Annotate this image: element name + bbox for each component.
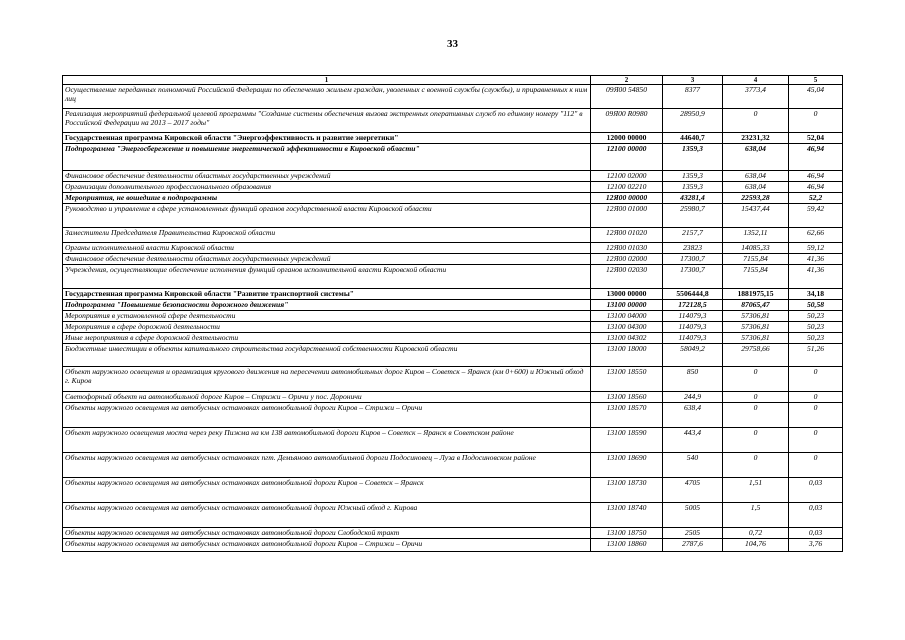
row-percent-cell: 0,03 [789, 528, 843, 539]
row-actual-cell: 29758,66 [723, 344, 789, 367]
table-row [63, 144, 843, 171]
row-actual-cell: 0,72 [723, 528, 789, 539]
page-number: 33 [447, 38, 458, 50]
row-actual-cell: 1881975,15 [723, 289, 789, 300]
row-percent-cell: 34,18 [789, 289, 843, 300]
table-row [63, 193, 843, 204]
row-percent-cell: 0,03 [789, 478, 843, 503]
row-actual-cell: 22593,28 [723, 193, 789, 204]
row-name-cell: Мероприятия, не вошедшие в подпрограммы [63, 193, 591, 204]
row-name-cell: Государственная программа Кировской области "Развитие транспортной системы" [63, 289, 591, 300]
row-percent-cell: 46,94 [789, 171, 843, 182]
row-plan-cell: 5506444,8 [663, 289, 723, 300]
row-name-cell: Заместители Председателя Правительства Кировской области [63, 228, 591, 243]
row-percent-cell: 62,66 [789, 228, 843, 243]
row-plan-cell: 28950,9 [663, 109, 723, 133]
row-code-cell: 13100 04300 [591, 322, 663, 333]
row-actual-cell: 87065,47 [723, 300, 789, 311]
row-code-cell: 12Я00 01000 [591, 204, 663, 228]
row-actual-cell: 7155,84 [723, 254, 789, 265]
row-code-cell: 12Я00 01030 [591, 243, 663, 254]
row-code-cell: 13100 18000 [591, 344, 663, 367]
row-plan-cell: 1359,3 [663, 182, 723, 193]
row-actual-cell: 0 [723, 109, 789, 133]
table-row [63, 453, 843, 478]
row-percent-cell: 46,94 [789, 144, 843, 171]
row-actual-cell: 15437,44 [723, 204, 789, 228]
row-plan-cell: 44640,7 [663, 133, 723, 144]
header-col-3: 3 [663, 76, 723, 85]
row-plan-cell: 2505 [663, 528, 723, 539]
table-row [63, 171, 843, 182]
row-code-cell: 13100 04302 [591, 333, 663, 344]
row-code-cell: 13100 00000 [591, 300, 663, 311]
row-plan-cell: 540 [663, 453, 723, 478]
row-name-cell: Объекты наружного освещения на автобусных остановках пгт. Демьяново автомобильной дороги Подосиновец – Луза в Подосиновском районе [63, 453, 591, 478]
row-name-cell: Объект наружного освещения моста через реку Пижма на км 138 автомобильной дороги Киров – Советск – Яранск в Советском районе [63, 428, 591, 453]
table-row [63, 133, 843, 144]
row-plan-cell: 2787,6 [663, 539, 723, 552]
row-code-cell: 12Я00 02030 [591, 265, 663, 289]
row-percent-cell: 46,94 [789, 182, 843, 193]
row-plan-cell: 638,4 [663, 403, 723, 428]
header-col-2: 2 [591, 76, 663, 85]
table-row [63, 243, 843, 254]
row-code-cell: 13000 00000 [591, 289, 663, 300]
row-name-cell: Органы исполнительной власти Кировской области [63, 243, 591, 254]
row-plan-cell: 244,9 [663, 392, 723, 403]
table-row [63, 109, 843, 133]
row-code-cell: 12100 02000 [591, 171, 663, 182]
row-percent-cell: 0 [789, 453, 843, 478]
row-plan-cell: 5005 [663, 503, 723, 528]
row-name-cell: Государственная программа Кировской области "Энергоэффективность и развитие энергетики" [63, 133, 591, 144]
budget-table [62, 75, 843, 552]
row-plan-cell: 58049,2 [663, 344, 723, 367]
row-plan-cell: 850 [663, 367, 723, 392]
row-actual-cell: 638,04 [723, 144, 789, 171]
table-row [63, 182, 843, 193]
row-actual-cell: 0 [723, 392, 789, 403]
row-code-cell: 13100 18570 [591, 403, 663, 428]
row-code-cell: 13100 18740 [591, 503, 663, 528]
row-actual-cell: 0 [723, 453, 789, 478]
row-percent-cell: 50,23 [789, 322, 843, 333]
row-actual-cell: 57306,81 [723, 311, 789, 322]
row-percent-cell: 41,36 [789, 254, 843, 265]
row-percent-cell: 51,26 [789, 344, 843, 367]
header-row [63, 76, 843, 85]
row-code-cell: 13100 18860 [591, 539, 663, 552]
row-actual-cell: 104,76 [723, 539, 789, 552]
row-percent-cell: 41,36 [789, 265, 843, 289]
row-name-cell: Реализация мероприятий федеральной целевой программы "Создание системы обеспечения вызова экстренных оперативных служб по единому номеру "112" в Российской Федерации на 2013 – 2017 годы" [63, 109, 591, 133]
row-percent-cell: 0 [789, 367, 843, 392]
row-percent-cell: 0 [789, 109, 843, 133]
row-percent-cell: 3,76 [789, 539, 843, 552]
row-code-cell: 12100 00000 [591, 144, 663, 171]
table-row [63, 300, 843, 311]
row-name-cell: Бюджетные инвестиции в объекты капитального строительства государственной собственности Кировской области [63, 344, 591, 367]
row-name-cell: Мероприятия в сфере дорожной деятельности [63, 322, 591, 333]
row-code-cell: 12Я00 00000 [591, 193, 663, 204]
row-plan-cell: 114079,3 [663, 322, 723, 333]
row-actual-cell: 638,04 [723, 171, 789, 182]
row-name-cell: Финансовое обеспечение деятельности областных государственных учреждений [63, 254, 591, 265]
row-plan-cell: 4705 [663, 478, 723, 503]
row-name-cell: Организации дополнительного профессионального образования [63, 182, 591, 193]
row-code-cell: 13100 18590 [591, 428, 663, 453]
row-actual-cell: 1,51 [723, 478, 789, 503]
row-plan-cell: 1359,3 [663, 171, 723, 182]
row-percent-cell: 45,04 [789, 85, 843, 109]
header-col-1: 1 [63, 76, 591, 85]
row-plan-cell: 17300,7 [663, 254, 723, 265]
row-actual-cell: 1352,11 [723, 228, 789, 243]
row-code-cell: 13100 18730 [591, 478, 663, 503]
row-code-cell: 13100 18550 [591, 367, 663, 392]
row-plan-cell: 17300,7 [663, 265, 723, 289]
table-row [63, 503, 843, 528]
table-row [63, 478, 843, 503]
row-name-cell: Учреждения, осуществляющие обеспечение исполнения функций органов исполнительной власти Кировской области [63, 265, 591, 289]
row-code-cell: 12Я00 01020 [591, 228, 663, 243]
table-row [63, 204, 843, 228]
row-actual-cell: 1,5 [723, 503, 789, 528]
row-percent-cell: 0 [789, 403, 843, 428]
row-plan-cell: 1359,3 [663, 144, 723, 171]
row-name-cell: Объекты наружного освещения на автобусных остановках автомобильной дороги Киров – Советск – Яранск [63, 478, 591, 503]
row-actual-cell: 638,04 [723, 182, 789, 193]
row-percent-cell: 52,2 [789, 193, 843, 204]
row-plan-cell: 114079,3 [663, 311, 723, 322]
row-plan-cell: 172128,5 [663, 300, 723, 311]
row-plan-cell: 443,4 [663, 428, 723, 453]
row-name-cell: Руководство и управление в сфере установленных функций органов государственной власти Кировской области [63, 204, 591, 228]
table-row [63, 228, 843, 243]
row-actual-cell: 7155,84 [723, 265, 789, 289]
table-row [63, 85, 843, 109]
row-actual-cell: 57306,81 [723, 322, 789, 333]
row-name-cell: Финансовое обеспечение деятельности областных государственных учреждений [63, 171, 591, 182]
row-code-cell: 12Я00 02000 [591, 254, 663, 265]
row-code-cell: 13100 18750 [591, 528, 663, 539]
table-row [63, 322, 843, 333]
row-percent-cell: 50,23 [789, 333, 843, 344]
row-name-cell: Мероприятия в установленной сфере деятельности [63, 311, 591, 322]
row-percent-cell: 0 [789, 392, 843, 403]
table-row [63, 311, 843, 322]
row-actual-cell: 0 [723, 367, 789, 392]
row-plan-cell: 2157,7 [663, 228, 723, 243]
row-name-cell: Светофорный объект на автомобильной дороге Киров – Стрижи – Оричи у пос. Дороничи [63, 392, 591, 403]
table-row [63, 367, 843, 392]
row-name-cell: Объекты наружного освещения на автобусных остановках автомобильной дороги Киров – Стрижи – Оричи [63, 539, 591, 552]
row-name-cell: Объекты наружного освещения на автобусных остановках автомобильной дороги Южный обход г. Кирова [63, 503, 591, 528]
row-code-cell: 13100 18560 [591, 392, 663, 403]
row-percent-cell: 59,42 [789, 204, 843, 228]
row-actual-cell: 57306,81 [723, 333, 789, 344]
row-percent-cell: 50,23 [789, 311, 843, 322]
row-plan-cell: 8377 [663, 85, 723, 109]
row-percent-cell: 0 [789, 428, 843, 453]
table-row [63, 254, 843, 265]
row-name-cell: Подпрограмма "Энергосбережение и повышение энергетической эффективности в Кировской области" [63, 144, 591, 171]
row-plan-cell: 43281,4 [663, 193, 723, 204]
row-plan-cell: 114079,3 [663, 333, 723, 344]
row-plan-cell: 25980,7 [663, 204, 723, 228]
row-code-cell: 09Я00 54850 [591, 85, 663, 109]
table-body [63, 85, 843, 552]
row-code-cell: 12100 02210 [591, 182, 663, 193]
table-row [63, 528, 843, 539]
row-name-cell: Объект наружного освещения и организация кругового движения на пересечении автомобильных дорог Киров – Советск – Яранск (км 0+600) и Южный обход г. Киров [63, 367, 591, 392]
row-name-cell: Осуществление переданных полномочий Российской Федерации по обеспечению жильем граждан, уволенных с военной службы (службы), и приравненных к ним лиц [63, 85, 591, 109]
table-row [63, 428, 843, 453]
row-actual-cell: 0 [723, 403, 789, 428]
row-code-cell: 09Я00 R0980 [591, 109, 663, 133]
row-name-cell: Подпрограмма "Повышение безопасности дорожного движения" [63, 300, 591, 311]
row-name-cell: Объекты наружного освещения на автобусных остановках автомобильной дороги Слободской тракт [63, 528, 591, 539]
table-row [63, 403, 843, 428]
row-actual-cell: 0 [723, 428, 789, 453]
row-actual-cell: 23231,32 [723, 133, 789, 144]
row-percent-cell: 52,04 [789, 133, 843, 144]
header-col-4: 4 [723, 76, 789, 85]
row-code-cell: 12000 00000 [591, 133, 663, 144]
row-name-cell: Иные мероприятия в сфере дорожной деятельности [63, 333, 591, 344]
table-row [63, 289, 843, 300]
table-row [63, 392, 843, 403]
row-actual-cell: 3773,4 [723, 85, 789, 109]
table-row [63, 333, 843, 344]
row-code-cell: 13100 18690 [591, 453, 663, 478]
row-percent-cell: 59,12 [789, 243, 843, 254]
row-name-cell: Объекты наружного освещения на автобусных остановках автомобильной дороги Киров – Стрижи – Оричи [63, 403, 591, 428]
row-percent-cell: 50,58 [789, 300, 843, 311]
table-row [63, 539, 843, 552]
table-row [63, 265, 843, 289]
row-code-cell: 13100 04000 [591, 311, 663, 322]
row-plan-cell: 23823 [663, 243, 723, 254]
header-col-5: 5 [789, 76, 843, 85]
table-row [63, 344, 843, 367]
row-actual-cell: 14085,33 [723, 243, 789, 254]
row-percent-cell: 0,03 [789, 503, 843, 528]
